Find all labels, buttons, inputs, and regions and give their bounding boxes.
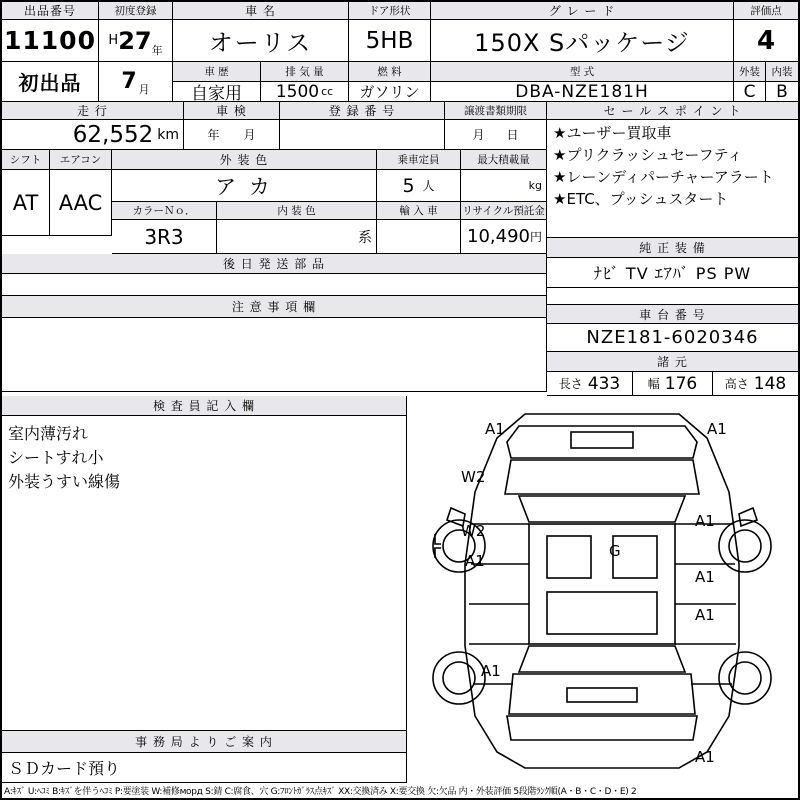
fuel-label: 燃 料	[349, 62, 431, 82]
width-cell	[633, 372, 713, 396]
exhibit-no-value: 11100	[2, 20, 99, 62]
later-parts-label: 後 日 発 送 部 品	[2, 254, 547, 274]
model-code-value	[431, 82, 734, 102]
recycle-value	[461, 220, 547, 254]
first-reg-label: 初度登録	[99, 2, 173, 20]
int-color-text: 系	[358, 229, 372, 246]
aircon-value	[50, 170, 112, 236]
ext-color-value	[112, 170, 377, 202]
recycle-unit: 円	[529, 230, 542, 244]
car-diagram-svg	[407, 396, 798, 783]
shift-text: AT	[12, 190, 39, 215]
reg-no-value	[280, 120, 445, 150]
door-text: 5HB	[365, 27, 414, 54]
first-exhibit-badge	[2, 62, 99, 102]
month-unit: 月	[138, 83, 150, 96]
grade-label: グ レ ー ド	[431, 2, 734, 20]
width-value: 176	[664, 373, 698, 394]
displacement-label: 排 気 量	[261, 62, 349, 82]
genuine-equip-value	[547, 258, 798, 288]
car-name-label: 車 名	[173, 2, 349, 20]
fuel-text: ガソリン	[359, 83, 420, 101]
int-color-value	[217, 220, 377, 254]
chassis-no-value	[547, 324, 798, 352]
height-label: 高さ	[724, 377, 749, 391]
length-label: 長さ	[558, 377, 583, 391]
damage-mark: A1	[465, 552, 485, 570]
mileage-value	[2, 120, 184, 150]
damage-mark: A1	[695, 748, 715, 766]
rating-value	[734, 20, 798, 62]
recycle-text: 10,490	[467, 226, 530, 247]
damage-mark: G	[609, 542, 621, 560]
caution-label: 注 意 事 項 欄	[2, 296, 547, 318]
transfer-doc-label: 譲渡書類期限	[445, 102, 547, 120]
sales-point-list	[547, 120, 798, 238]
capacity-text: 5	[402, 174, 415, 197]
inspection-label: 検 査 員 記 入 欄	[2, 396, 407, 416]
recycle-label: リサイクル預託金	[461, 202, 547, 220]
ext-grade-label: 外装	[734, 62, 766, 82]
transfer-doc-value	[445, 120, 547, 150]
color-no-text: 3R3	[144, 224, 184, 249]
office-label: 事 務 局 よ り ご 案 内	[2, 731, 407, 753]
shift-value	[2, 170, 50, 236]
displacement-value	[261, 82, 349, 102]
office-text	[2, 753, 407, 783]
history-value	[173, 82, 261, 102]
int-grade-label: 内装	[766, 62, 798, 82]
sales-point-item: ★レーンディパーチャーアラート	[553, 168, 774, 186]
color-no-value	[112, 220, 217, 254]
capacity-label: 乗車定員	[377, 150, 461, 170]
int-color-label: 内 装 色	[217, 202, 377, 220]
spec-label: 諸 元	[547, 352, 798, 372]
first-reg-month-row	[99, 62, 173, 102]
model-code-label: 型 式	[431, 62, 734, 82]
damage-mark: W2	[461, 522, 486, 540]
door-label: ドア形状	[349, 2, 431, 20]
door-value	[349, 20, 431, 62]
sales-point-item: ★プリクラッシュセーフティ	[553, 146, 743, 164]
first-reg-era: H	[108, 33, 119, 48]
later-parts-value	[2, 274, 547, 296]
damage-mark: A1	[707, 420, 727, 438]
shaken-year-unit: 年	[207, 128, 220, 142]
grade-value	[431, 20, 734, 62]
car-name-value	[173, 20, 349, 62]
mileage-unit: km	[157, 126, 179, 143]
damage-mark: W2	[461, 468, 486, 486]
first-reg-year-row	[99, 20, 173, 62]
displacement-text: 1500	[275, 82, 320, 102]
car-name-text: オーリス	[208, 29, 313, 57]
damage-mark: A1	[695, 568, 715, 586]
max-load-unit: kg	[528, 179, 542, 192]
reg-no-label: 登 録 番 号	[280, 102, 445, 120]
transfer-month-unit: 月	[472, 128, 485, 142]
legend-footer: A:ｷｽﾞ U:ﾍｺﾐ B:ｷｽﾞを伴うﾍｺﾐ P:要塗装 W:補修морд S:錆 C:腐食、穴 G:ﾌﾛﾝﾄｶﾞﾗｽ点ｷｽﾞ XX:交換済み X:要交換 欠:欠品 内・外装評価 5段階ﾗﾝｸ順(A・B・C・D・E) 2	[4, 787, 637, 797]
exhibit-no-label: 出品番号	[2, 2, 99, 20]
displacement-unit: cc	[321, 85, 334, 98]
sales-point-item: ★ETC、プッシュスタート	[553, 190, 729, 208]
import-value	[377, 220, 461, 254]
grade-text: 150X Sパッケージ	[474, 29, 690, 57]
capacity-unit: 人	[422, 179, 435, 193]
first-reg-year: 27	[118, 26, 152, 55]
ext-color-label: 外 装 色	[112, 150, 377, 170]
int-grade-text: B	[776, 82, 788, 102]
right-spacer	[547, 288, 798, 304]
length-value: 433	[587, 373, 621, 394]
first-reg-month: 7	[121, 69, 137, 94]
middle-block	[2, 102, 798, 396]
chassis-no-text: NZE181-6020346	[586, 327, 759, 348]
max-load-value	[461, 170, 547, 202]
height-cell	[713, 372, 798, 396]
ext-grade-value	[734, 82, 766, 102]
shaken-label: 車 検	[184, 102, 280, 120]
first-exhibit-badge-text: 初出品	[18, 71, 82, 95]
inspection-note-line: 外装うすい線傷	[8, 472, 121, 491]
inspection-note-line: 室内薄汚れ	[8, 424, 89, 443]
inspection-note-line: シートすれ小	[8, 448, 104, 467]
caution-value	[2, 318, 547, 392]
max-load-label: 最大積載量	[461, 150, 547, 170]
sales-point-label: セ ー ル ス ポ イ ン ト	[547, 102, 798, 120]
damage-mark: A1	[485, 420, 505, 438]
import-label: 輸 入 車	[377, 202, 461, 220]
damage-mark: A1	[695, 606, 715, 624]
length-cell	[547, 372, 633, 396]
mileage-label: 走 行	[2, 102, 184, 120]
aircon-label: エアコン	[50, 150, 112, 170]
history-label: 車 歴	[173, 62, 261, 82]
transfer-day-unit: 日	[506, 128, 519, 142]
car-damage-diagram	[407, 396, 798, 783]
office-text-value: ＳＤカード預り	[8, 759, 121, 778]
shaken-month-unit: 月	[243, 128, 256, 142]
color-no-label: カラーＮｏ．	[112, 202, 217, 220]
width-label: 幅	[647, 377, 660, 391]
aircon-text: AAC	[58, 190, 103, 215]
capacity-value	[377, 170, 461, 202]
model-code-text: DBA-NZE181H	[515, 82, 649, 102]
chassis-no-label: 車 台 番 号	[547, 304, 798, 324]
history-text: 自家用	[191, 84, 242, 102]
shaken-value	[184, 120, 280, 150]
fuel-value	[349, 82, 431, 102]
rating-label: 評価点	[734, 2, 798, 20]
genuine-equip-text: ﾅﾋﾞ TV ｴｱﾊﾞ PS PW	[593, 264, 752, 283]
year-unit: 年	[151, 44, 163, 57]
genuine-equip-label: 純 正 装 備	[547, 238, 798, 258]
ext-grade-text: C	[743, 82, 756, 102]
int-grade-value	[766, 82, 798, 102]
damage-mark: A1	[695, 512, 715, 530]
rating-text: 4	[756, 25, 776, 56]
header-block	[2, 2, 798, 102]
damage-mark: A1	[481, 662, 501, 680]
height-value: 148	[753, 373, 787, 394]
sales-point-item: ★ユーザー買取車	[553, 124, 672, 142]
ext-color-text: ア カ	[215, 174, 273, 199]
lower-block	[2, 396, 798, 783]
mileage-text: 62,552	[72, 121, 154, 148]
shift-label: シフト	[2, 150, 50, 170]
inspection-notes	[2, 416, 407, 731]
